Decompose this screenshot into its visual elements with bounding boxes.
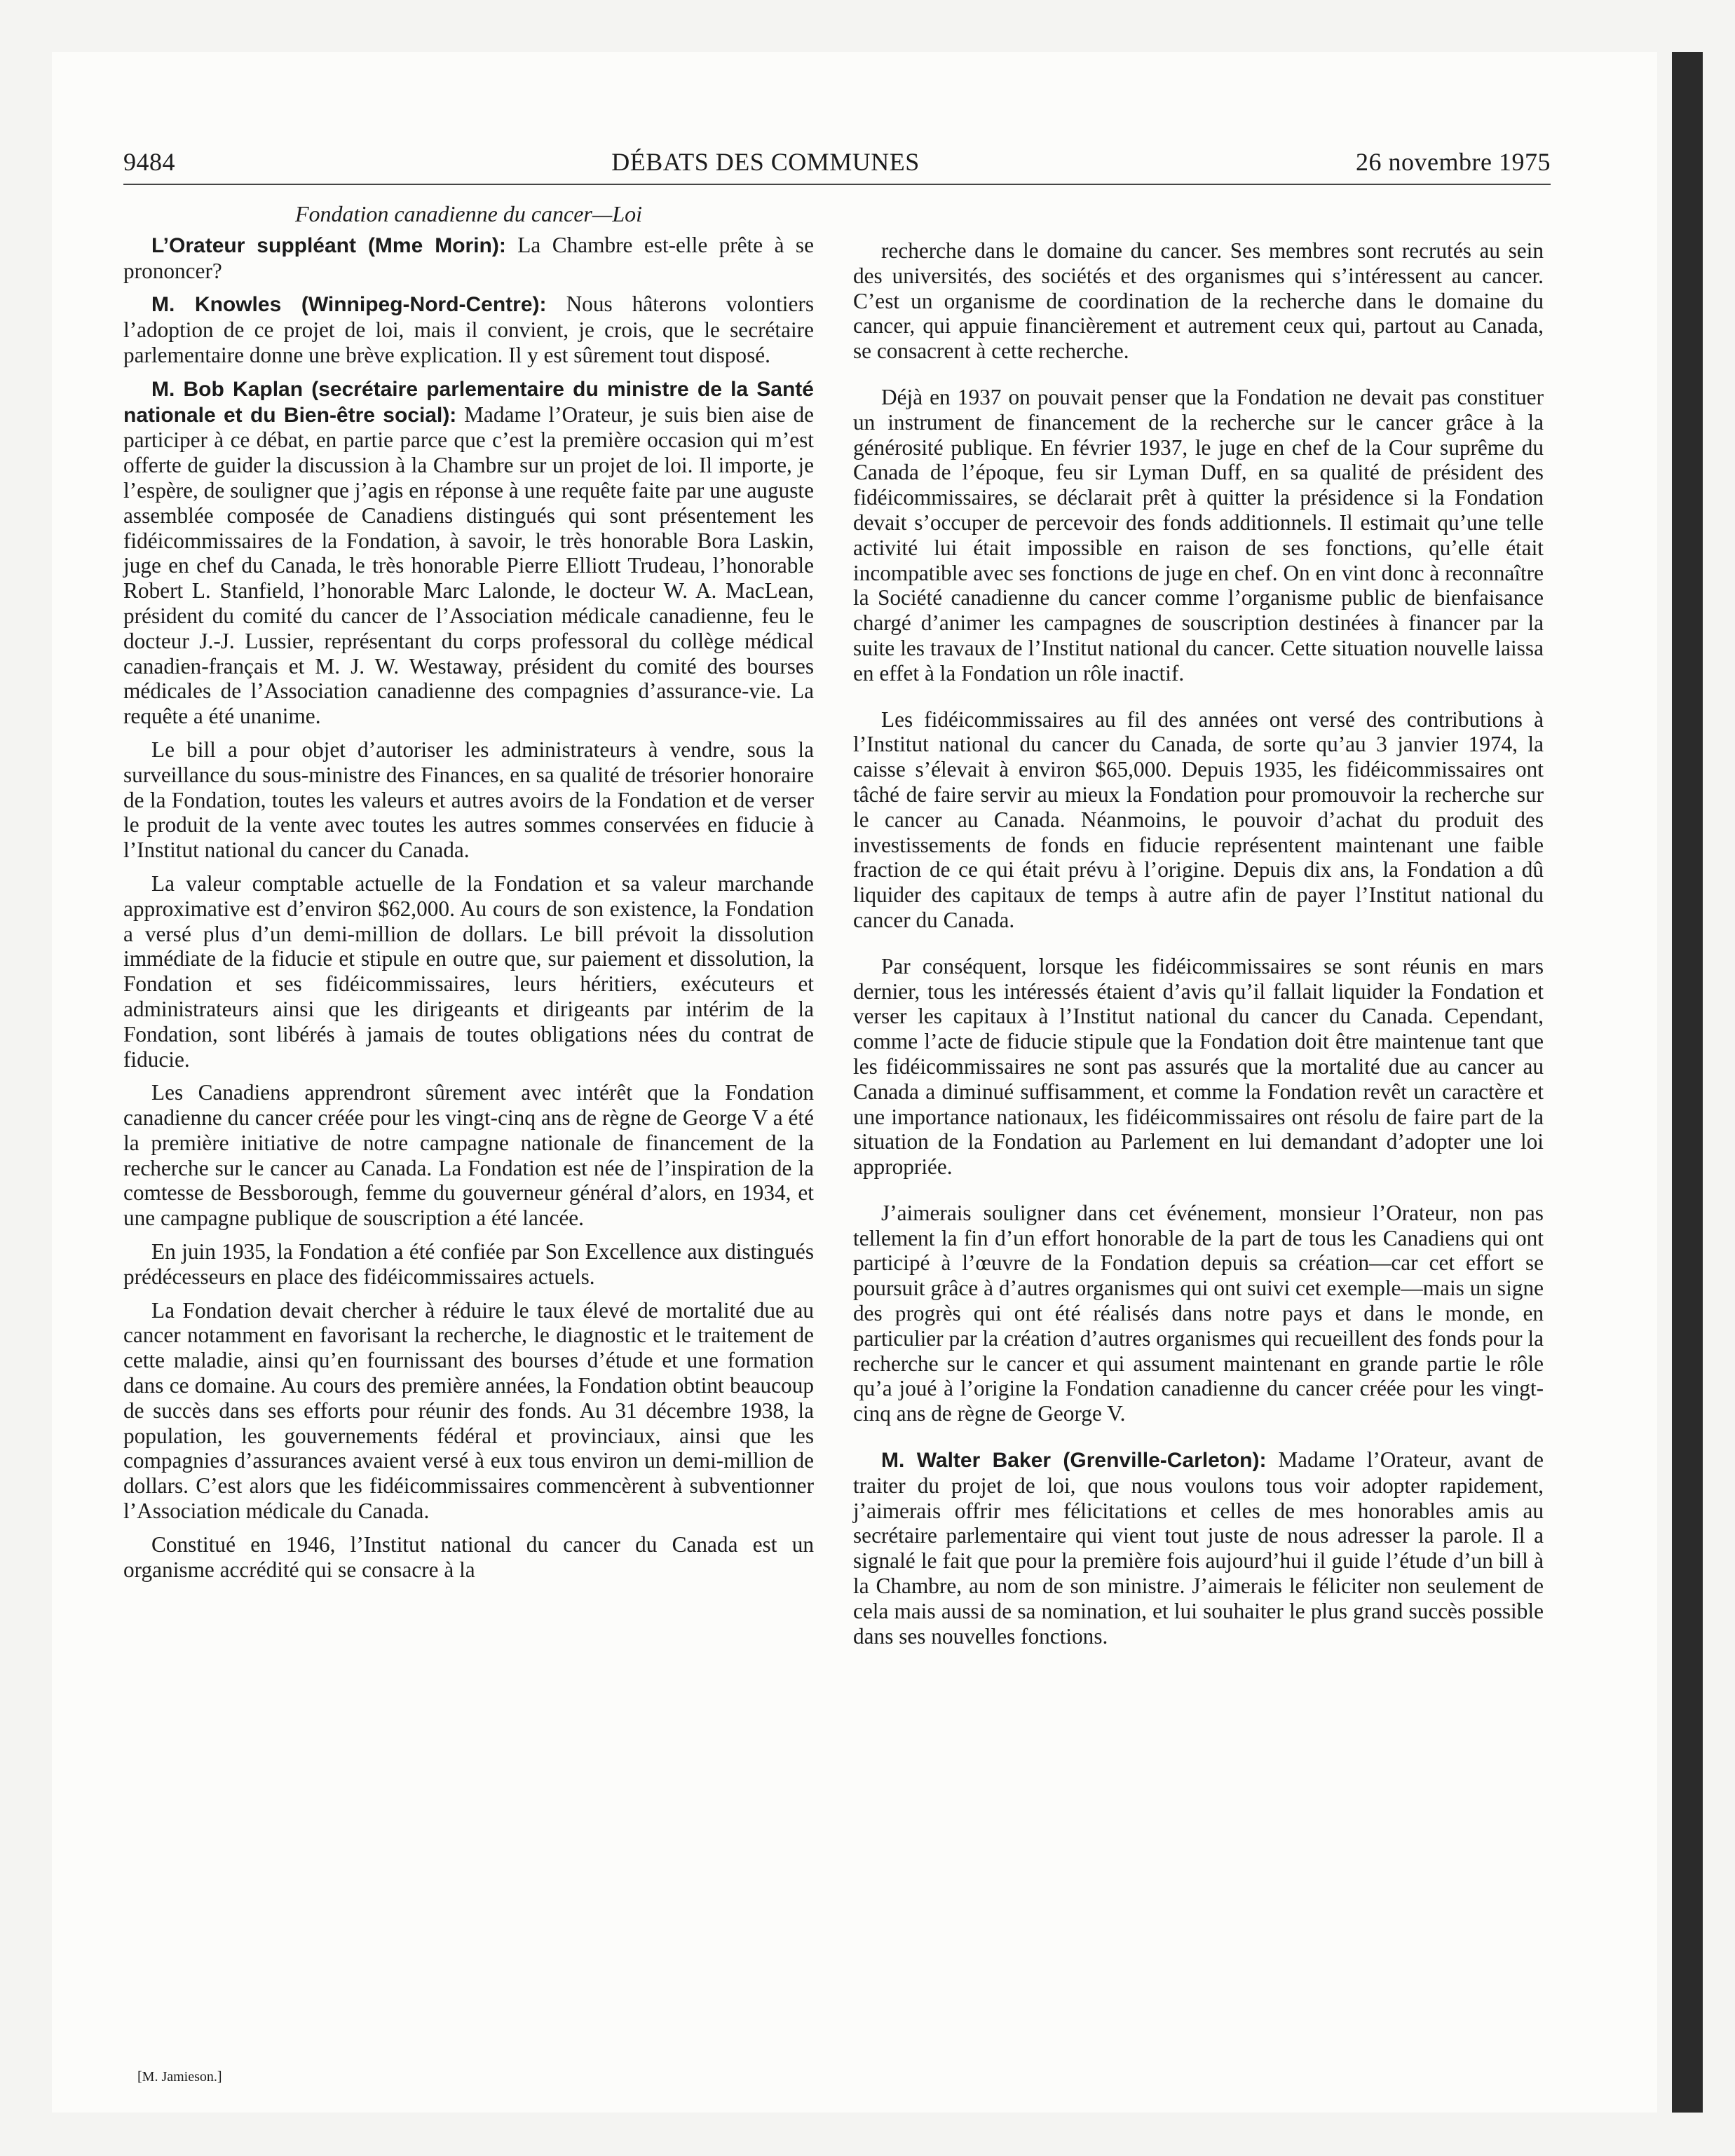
paragraph-text: Les fidéicommissaires au fil des années ont versé des contributions à l’Institut national du cancer du Canada, de sorte qu’au 3 janvier 1974, la caisse s’élevait à environ $65,000. Depuis 1935, les fidéicommissaires ont tâché de faire servir au mieux la Fondation pour promouvoir la recherche sur le cancer au Canada. Néanmoins, le pouvoir d’achat du produit des investissements de fonds en fiducie représentent maintenant une faible fraction de ce qui était prévu à l’origine. Depuis dix ans, la Fondation a dû liquider des capitaux de temps à autre afin de payer l’Institut national du cancer du Canada. [853,707,1544,932]
paragraph [853,707,1544,933]
paragraph [123,376,814,729]
paragraph [123,233,814,284]
paragraph-text: La valeur comptable actuelle de la Fondation et sa valeur marchande approximative est d’environ $62,000. Au cours de son existence, la Fondation a versé plus d’un demi-million de dollars. Le bill prévoit la dissolution immédiate de la fiducie et stipule en outre que, sur paiement et dissolution, la Fondation et ses fidéicommissaires, leurs héritiers, exécuteurs et administrateurs ainsi que les dirigeants et dirigeants par intérim de la Fondation, sont libérés à jamais de toutes obligations nées du contrat de fiducie. [123,871,814,1072]
paragraph-text: La Chambre est-elle prête à se prononcer? [123,232,815,283]
paragraph-text: J’aimerais souligner dans cet événement, monsieur l’Orateur, non pas tellement la fin d’un effort honorable de la part de tous les Canadiens qui ont participé à l’œuvre de la Fondation depuis sa création—car cet effort se poursuit grâce à d’autres organismes qui ont suivi cet exemple—mais un signe des progrès qui ont été réalisés dans notre pays et dans le monde, en particulier par la création d’autres organismes qui recueillent des fonds pour la recherche sur le cancer et qui assument maintenant en grande partie le rôle qu’a joué à l’origine la Fondation canadienne du cancer créée pour les vingt-cinq ans de règne de George V. [853,1200,1544,1426]
paragraph [853,238,1544,364]
speaker-name: L’Orateur suppléant (Mme Morin): [151,233,506,257]
paragraph-text: Déjà en 1937 on pouvait penser que la Fondation ne devait pas constituer un instrument de financement de la recherche sur le cancer grâce à la générosité publique. En février 1937, le juge en chef de la Cour suprême du Canada de l’époque, feu sir Lyman Duff, en sa qualité de président des fidéicommissaires, se déclarait prêt à quitter la présidence si la Fondation devait s’occuper de percevoir des fonds additionnels. Il estimait qu’une telle activité lui était impossible en raison de ses fonctions, qu’elle était incompatible avec ses fonctions de juge en chef. On en vint donc à reconnaître la Société canadienne du cancer comme l’organisme public de bienfaisance chargé d’animer les campagnes de souscription destinées à financer par la suite les travaux de l’Institut national du cancer. Cette situation nouvelle laissa en effet à la Fondation un rôle inactif. [853,384,1544,685]
right-paragraphs [853,238,1544,1649]
paragraph-text: En juin 1935, la Fondation a été confiée par Son Excellence aux distingués prédécesseurs en place des fidéicommissaires actuels. [123,1239,814,1289]
paragraph-text: Le bill a pour objet d’autoriser les administrateurs à vendre, sous la surveillance du sous-ministre des Finances, en sa qualité de trésorier honoraire de la Fondation, toutes les valeurs et autres avoirs de la Fondation et de verser le produit de la vente avec toutes les autres sommes conservées en fiducie à l’Institut national du cancer du Canada. [123,737,814,863]
page-date: 26 novembre 1975 [1356,148,1551,176]
paragraph [853,1201,1544,1426]
page-header [123,147,1551,177]
left-paragraphs [123,233,814,1583]
paragraph [123,1298,814,1524]
speaker-name: M. Bob Kaplan (secrétaire parlementaire du ministre de la Santé nationale et du Bien-être social): [123,377,814,427]
speaker-name: M. Walter Baker (Grenville-Carleton): [881,1449,1267,1473]
page-number: 9484 [123,148,175,176]
left-column [123,202,814,1590]
paragraph-text: Nous hâterons volontiers l’adoption de ce projet de loi, mais il convient, je crois, que le secrétaire parlementaire donne une brève explication. Il y est sûrement tout disposé. [123,292,814,367]
paragraph-text: Les Canadiens apprendront sûrement avec intérêt que la Fondation canadienne du cancer créée pour les vingt-cinq ans de règne de George V a été la première initiative de notre campagne nationale de financement de la recherche sur le cancer au Canada. La Fondation est née de l’inspiration de la comtesse de Bessborough, femme du gouverneur général d’alors, en 1934, et une campagne publique de souscription a été lancée. [123,1080,814,1231]
paragraph-text: Madame l’Orateur, je suis bien aise de participer à ce débat, en partie parce que c’est la première occasion qui m’est offerte de guider la discussion à la Chambre sur un projet de loi. Il importe, je l’espère, de souligner que j’agis en réponse à une requête faite par une auguste assemblée composée de Canadiens distingués qui sont présentement les fidéicommissaires de la Fondation, à savoir, le très honorable Bora Laskin, juge en chef du Canada, le très honorable Pierre Elliott Trudeau, l’honorable Robert L. Stanfield, l’honorable Marc Lalonde, le docteur W. A. MacLean, président du comité du cancer de l’Association médicale canadienne, feu le docteur J.-J. Lussier, représentant du corps professoral du collège médical canadien-français et M. J. W. Westaway, président du comité des bourses médicales de l’Association canadienne des compagnies d’assurance-vie. La requête a été unanime. [123,402,814,729]
scan-edge-shadow [1672,52,1703,2113]
header-rule [123,184,1551,185]
paragraph-text: Par conséquent, lorsque les fidéicommissaires se sont réunis en mars dernier, tous les intéressés étaient d’avis qu’il fallait liquider la Fondation et verser les capitaux à l’Institut national du cancer du Canada. Cependant, comme l’acte de fiducie stipule que la Fondation doit être maintenue tant que les fidéicommissaires ne sont pas assurés que la mortalité due au cancer au Canada a diminué suffisamment, et comme la Fondation revêt un caractère et une importance nationaux, les fidéicommissaires ont résolu de faire part de la situation de la Fondation au Parlement en lui demandant d’adopter une loi appropriée. [853,953,1544,1180]
paragraph [123,292,814,367]
paragraph [853,385,1544,686]
paragraph-text: Madame l’Orateur, avant de traiter du projet de loi, que nous voulons tous voir adopter rapidement, j’aimerais offrir mes félicitations et celles de mes honorables amis au secrétaire parlementaire qui vient tout juste de nous adresser la parole. Il a signalé le fait que pour la première fois aujourd’hui il guide l’étude d’un bill à la Chambre, au nom de son ministre. J’aimerais le féliciter non seulement de cela mais aussi de sa nomination, et lui souhaiter le plus grand succès possible dans ses nouvelles fonctions. [853,1447,1544,1649]
paragraph [123,1532,814,1583]
paragraph [123,1080,814,1231]
paragraph [123,1239,814,1290]
speaker-name: M. Knowles (Winnipeg-Nord-Centre): [151,293,547,317]
paragraph [853,1447,1544,1649]
section-title: Fondation canadienne du cancer—Loi [294,201,643,226]
right-column [853,238,1544,1670]
publication-title: DÉBATS DES COMMUNES [611,148,920,176]
paragraph [123,737,814,863]
paragraph [853,954,1544,1180]
paragraph-text: recherche dans le domaine du cancer. Ses membres sont recrutés au sein des universités, des sociétés et des organismes qui s’intéressent au cancer. C’est un organisme de coordination de la recherche dans le domaine du cancer, qui appuie financièrement et autrement ceux qui, partout au Canada, se consacrent à cette recherche. [853,238,1544,364]
footnote: [M. Jamieson.] [137,2069,222,2085]
paragraph [123,871,814,1072]
paragraph-text: La Fondation devait chercher à réduire le taux élevé de mortalité due au cancer notamment en favorisant la recherche, le diagnostic et le traitement de cette maladie, ainsi qu’en fournissant des bourses d’étude et une formation dans ce domaine. Au cours des première années, la Fondation obtint beaucoup de succès dans ses efforts pour réunir des fonds. Au 31 décembre 1938, la population, les gouvernements fédéral et provinciaux, ainsi que les compagnies d’assurances avaient versé à eux tous environ un demi-million de dollars. C’est alors que les fidéicommissaires commencèrent à subventionner l’Association médicale du Canada. [123,1297,814,1524]
paragraph-text: Constitué en 1946, l’Institut national du cancer du Canada est un organisme accrédité qui se consacre à la [123,1531,814,1582]
